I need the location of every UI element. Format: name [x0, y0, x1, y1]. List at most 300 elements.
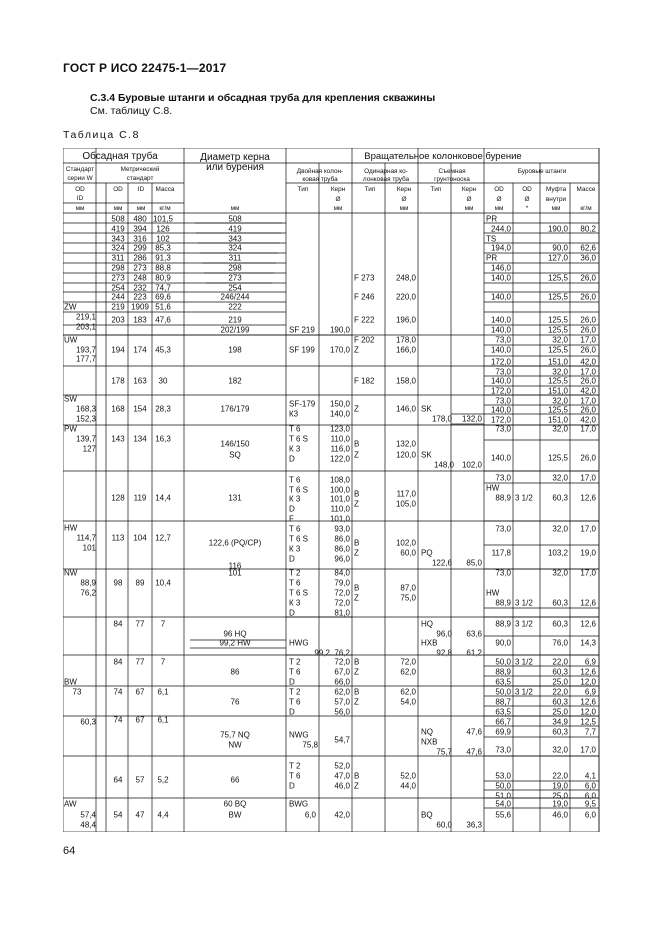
- table-cell: 17,0: [580, 524, 596, 534]
- table-cell: 99,2: [314, 648, 330, 658]
- table-cell: 125,5: [547, 405, 568, 415]
- table-cell: PR: [486, 253, 498, 263]
- table-cell: B: [354, 583, 360, 593]
- table-cell: 6,0: [584, 791, 596, 801]
- table-cell: 286: [133, 253, 147, 263]
- table-cell: 64: [113, 775, 123, 785]
- table-cell: 6,9: [584, 657, 596, 667]
- table-cell: 219: [228, 315, 242, 325]
- table-cell: 298: [111, 263, 125, 273]
- table-cell: 47,6: [466, 727, 482, 737]
- table-cell: 42,0: [580, 415, 596, 425]
- table-cell: 88,9: [495, 598, 511, 608]
- head-diam-c: Ø: [466, 196, 472, 203]
- table-cell: 1909: [131, 302, 149, 312]
- table-cell: 178: [111, 376, 125, 386]
- table-cell: 148,0: [433, 460, 454, 470]
- table-cell: 146,0: [490, 263, 511, 273]
- table-cell: 32,0: [552, 367, 568, 377]
- table-cell: 172,0: [490, 415, 511, 425]
- table-cell: 84,0: [334, 568, 350, 578]
- head-double-1: Двойная колон-: [296, 168, 344, 175]
- table-cell: PW: [64, 424, 77, 434]
- table-cell: 73,0: [495, 335, 511, 345]
- table-cell: UW: [64, 335, 78, 345]
- table-cell: 53,0: [495, 771, 511, 781]
- table-cell: 90,0: [552, 243, 568, 253]
- head-mm-a: мм: [75, 205, 85, 212]
- table-cell: 63,5: [495, 677, 511, 687]
- table-cell: 12,6: [580, 697, 596, 707]
- table-cell: 73,0: [495, 473, 511, 483]
- head-rotary: Вращательное колонковое бурение: [364, 151, 522, 162]
- table-cell: 17,0: [580, 473, 596, 483]
- table-cell: 74: [113, 687, 123, 697]
- table-cell: B: [354, 771, 360, 781]
- head-coupling-2: внутри: [545, 196, 567, 203]
- table-cell: 116: [228, 561, 242, 571]
- table-cell: 48,4: [80, 820, 96, 830]
- head-single-1: Одинарная ко-: [364, 168, 408, 175]
- table-cell: 46,0: [552, 810, 568, 820]
- table-cell: 113: [111, 533, 125, 543]
- table-cell: 75,8: [302, 740, 318, 750]
- table-cell: 72,0: [334, 598, 350, 608]
- table-cell: 170,0: [329, 345, 350, 355]
- table-cell: 92,8: [436, 648, 452, 658]
- table-cell: BQ: [421, 810, 433, 820]
- table-cell: 194: [111, 345, 125, 355]
- table-cell: 222: [228, 302, 242, 312]
- table-cell: 343: [111, 234, 125, 244]
- table-cell: 67: [135, 715, 145, 725]
- table-cell: 7: [160, 619, 166, 629]
- table-cell: 17,0: [580, 335, 596, 345]
- table-cell: 63,6: [466, 629, 482, 639]
- table-cell: T 6 S: [289, 588, 308, 598]
- head-single-2: лонковая труба: [362, 176, 410, 183]
- table-cell: 80,9: [155, 273, 171, 283]
- table-cell: 311: [111, 253, 125, 263]
- table-cell: 85,0: [466, 558, 482, 568]
- table-cell: PR: [486, 214, 498, 224]
- table-cell: 117,0: [396, 489, 416, 499]
- table-cell: 248: [133, 273, 147, 283]
- table-cell: 12,6: [580, 619, 596, 629]
- table-cell: 254: [228, 283, 242, 293]
- table-cell: 139,7: [75, 434, 96, 444]
- head-id-a: ID: [76, 195, 84, 202]
- table-cell: T 6 S: [289, 434, 308, 444]
- table-cell: 76: [230, 697, 240, 707]
- head-od-b: OD: [113, 186, 123, 193]
- table-cell: 6,9: [584, 687, 596, 697]
- table-cell: 26,0: [580, 376, 596, 386]
- table-cell: 96,0: [436, 629, 452, 639]
- table-cell: NW: [64, 568, 78, 578]
- table-cell: 88,8: [155, 263, 171, 273]
- head-kgm-a: кг/м: [159, 205, 171, 212]
- table-cell: 86,0: [334, 534, 350, 544]
- table-cell: 60,3: [552, 619, 568, 629]
- table-cell: 3 1/2: [515, 598, 533, 608]
- head-mm-c: мм: [136, 205, 146, 212]
- table-cell: 125,5: [547, 315, 568, 325]
- table-cell: 57,4: [80, 810, 96, 820]
- table-cell: 14,3: [580, 638, 596, 648]
- table-cell: 84: [113, 619, 123, 629]
- table-cell: 75,7 NQ: [220, 730, 250, 740]
- table-cell: 91,3: [155, 253, 171, 263]
- table-cell: T 2: [289, 568, 301, 578]
- table-cell: 45,3: [155, 345, 171, 355]
- table-cell: 6,0: [584, 781, 596, 791]
- table-cell: 88,9: [80, 578, 96, 588]
- table-cell: К 3: [289, 494, 301, 504]
- table-cell: HW: [486, 483, 500, 493]
- table-cell: 86,0: [334, 544, 350, 554]
- table-cell: PQ: [421, 548, 433, 558]
- table-cell: 6,1: [157, 715, 169, 725]
- table-cell: 508: [111, 214, 125, 224]
- table-cell: Z: [354, 345, 359, 355]
- table-cell: T 6: [289, 475, 301, 485]
- table-cell: 76,0: [552, 638, 568, 648]
- table-cell: 125,5: [547, 453, 568, 463]
- table-cell: 122,6 (PQ/CP): [208, 538, 262, 548]
- head-core-c: Керн: [461, 186, 477, 193]
- table-cell: 99,2 HW: [219, 638, 251, 648]
- table-cell: 72,0: [400, 657, 416, 667]
- table-cell: 177,7: [75, 354, 96, 364]
- table-cell: 101,0: [329, 494, 350, 504]
- table-cell: 42,0: [580, 386, 596, 396]
- head-od-a: OD: [75, 186, 85, 193]
- table-cell: 87,0: [400, 583, 416, 593]
- table-cell: T 2: [289, 761, 301, 771]
- table-cell: T 6 S: [289, 534, 308, 544]
- table-cell: 3 1/2: [515, 687, 533, 697]
- table-cell: 6,0: [584, 810, 596, 820]
- table-cell: 26,0: [580, 453, 596, 463]
- table-cell: 419: [111, 224, 125, 234]
- table-cell: 17,0: [580, 568, 596, 578]
- table-cell: SW: [64, 394, 77, 404]
- table-cell: 117,8: [491, 548, 511, 558]
- head-type-c: Тип: [430, 186, 442, 193]
- head-id-b: ID: [137, 186, 145, 193]
- table-cell: 36,3: [466, 820, 482, 830]
- table-cell: 140,0: [490, 453, 511, 463]
- table-cell: 140,0: [490, 315, 511, 325]
- head-metric-2: стандарт: [126, 175, 154, 182]
- table-cell: 140,0: [490, 345, 511, 355]
- head-casing: Обсадная труба: [82, 151, 158, 162]
- table-cell: TS: [486, 234, 497, 244]
- table-cell: T 6 S: [289, 485, 308, 495]
- table-cell: 54,7: [334, 735, 350, 745]
- table-cell: 54: [113, 810, 123, 820]
- table-cell: 248,0: [395, 273, 416, 283]
- table-cell: SF 219: [289, 325, 315, 335]
- table-cell: 34,9: [552, 717, 568, 727]
- table-cell: Z: [354, 781, 359, 791]
- table-cell: 143: [111, 434, 125, 444]
- table-cell: F 246: [354, 292, 375, 302]
- table-cell: Z: [354, 548, 359, 558]
- table-cell: 96,0: [334, 554, 350, 564]
- table-cell: 3 1/2: [515, 493, 533, 503]
- table-cell: 25,0: [552, 707, 568, 717]
- table-cell: 73: [72, 687, 82, 697]
- table-cell: T 6: [289, 697, 301, 707]
- table-cell: 311: [228, 253, 242, 263]
- page-number: 64: [63, 845, 76, 857]
- table-cell: BWG: [289, 799, 309, 809]
- head-diameter-2: или бурения: [206, 162, 264, 173]
- table-cell: B: [354, 657, 360, 667]
- table-cell: 47,6: [466, 747, 482, 757]
- table-cell: 75,0: [400, 593, 416, 603]
- table-cell: 132,0: [461, 414, 482, 424]
- table-cell: 190,0: [547, 224, 568, 234]
- table-cell: T 6: [289, 578, 301, 588]
- table-cell: 101: [82, 543, 96, 553]
- table-cell: 88,9: [495, 619, 511, 629]
- table-cell: HW: [486, 588, 500, 598]
- table-cell: 73,0: [495, 524, 511, 534]
- table-cell: 158,0: [395, 376, 416, 386]
- table-cell: 203: [111, 315, 125, 325]
- table-cell: SF-179: [289, 399, 316, 409]
- table-cell: 108,0: [329, 475, 350, 485]
- table-cell: 123,0: [329, 424, 350, 434]
- head-mm-g: мм: [494, 205, 504, 212]
- table-cell: 140,0: [490, 292, 511, 302]
- table-cell: 203,1: [75, 322, 96, 332]
- table-cell: 63,5: [495, 707, 511, 717]
- table-cell: 62,0: [400, 687, 416, 697]
- table-cell: HW: [64, 523, 78, 533]
- table-cell: 88,9: [495, 493, 511, 503]
- table-cell: 127: [82, 444, 96, 454]
- table-cell: 146/150: [220, 439, 250, 449]
- table-cell: 12,7: [155, 533, 171, 543]
- table-cell: B: [354, 538, 360, 548]
- table-cell: 85,3: [155, 243, 171, 253]
- table-cell: 32,0: [552, 424, 568, 434]
- table-cell: 508: [228, 214, 242, 224]
- table-cell: 60,3: [552, 598, 568, 608]
- table-cell: 52,0: [334, 761, 350, 771]
- head-mm-f: мм: [464, 205, 474, 212]
- table-cell: 57: [135, 775, 145, 785]
- table-cell: 73,0: [495, 424, 511, 434]
- table-cell: 101,5: [152, 214, 174, 224]
- table-cell: Z: [354, 404, 359, 414]
- table-cell: 6,1: [157, 687, 169, 697]
- table-cell: 140,0: [490, 325, 511, 335]
- table-cell: Z: [354, 593, 359, 603]
- table-cell: T 2: [289, 687, 301, 697]
- table-cell: Z: [354, 499, 359, 509]
- table-cell: 168: [111, 404, 125, 414]
- table-cell: 30: [158, 376, 168, 386]
- head-od-d: OD: [522, 186, 532, 193]
- table-cell: ZW: [64, 302, 77, 312]
- table-cell: 44,0: [400, 781, 416, 791]
- table-cell: B: [354, 687, 360, 697]
- table-cell: F 222: [354, 315, 375, 325]
- table-cell: 26,0: [580, 405, 596, 415]
- table-cell: 125,5: [547, 325, 568, 335]
- table-grid: [63, 148, 600, 832]
- table-cell: 88,7: [495, 697, 511, 707]
- table-cell: HXB: [421, 638, 438, 648]
- table-cell: 22,0: [552, 771, 568, 781]
- table-cell: 22,0: [552, 687, 568, 697]
- table-cell: 67: [135, 687, 145, 697]
- table-cell: 152,3: [75, 414, 96, 424]
- table-cell: 12,6: [580, 667, 596, 677]
- table-cell: 10,4: [155, 578, 171, 588]
- table-cell: 419: [228, 224, 242, 234]
- table-cell: 50,0: [495, 657, 511, 667]
- table-cell: 51,0: [495, 791, 511, 801]
- table-cell: T 6: [289, 771, 301, 781]
- head-mass-a: Масса: [155, 186, 175, 193]
- table-cell: 26,0: [580, 273, 596, 283]
- table-cell: 223: [133, 292, 147, 302]
- table-cell: 480: [133, 214, 147, 224]
- table-cell: 127,0: [547, 253, 568, 263]
- table-cell: К 3: [289, 598, 301, 608]
- table-cell: 81,0: [334, 608, 350, 618]
- table-cell: 16,3: [155, 434, 171, 444]
- table-cell: 3 1/2: [515, 619, 533, 629]
- table-cell: 132,0: [395, 439, 416, 449]
- table-cell: 12,0: [580, 707, 596, 717]
- table-cell: Z: [354, 450, 359, 460]
- table-cell: 19,0: [580, 548, 596, 558]
- table-cell: 69,6: [155, 292, 171, 302]
- table-cell: 163: [133, 376, 147, 386]
- table-cell: 116,0: [330, 444, 350, 454]
- table-cell: 316: [133, 234, 147, 244]
- table-cell: 54,0: [400, 697, 416, 707]
- table-cell: 32,0: [552, 568, 568, 578]
- head-removable-2: грунтоноска: [434, 176, 470, 183]
- table-cell: 182: [228, 376, 242, 386]
- table-cell: 46,0: [334, 781, 350, 791]
- table-cell: 5,2: [157, 775, 169, 785]
- table-cell: T 6: [289, 667, 301, 677]
- table-cell: Z: [354, 667, 359, 677]
- table-cell: 298: [228, 263, 242, 273]
- table-cell: 12,5: [580, 717, 596, 727]
- table-cell: 101,0: [329, 514, 350, 524]
- head-mm-b: мм: [113, 205, 123, 212]
- table-cell: 198: [228, 345, 242, 355]
- table-cell: 166,0: [395, 345, 416, 355]
- table-cell: 17,0: [580, 396, 596, 406]
- table-cell: 102: [156, 234, 170, 244]
- table-cell: 28,3: [155, 404, 171, 414]
- table-cell: 72,0: [334, 657, 350, 667]
- table-cell: 60,0: [400, 548, 416, 558]
- table-cell: 183: [133, 315, 147, 325]
- table-cell: T 6: [289, 424, 301, 434]
- table-cell: 193,7: [75, 345, 96, 355]
- table-cell: NW: [228, 740, 242, 750]
- table-cell: HQ: [421, 619, 433, 629]
- table-cell: 6,0: [304, 810, 316, 820]
- head-mm-h: мм: [551, 205, 561, 212]
- table-cell: 324: [228, 243, 242, 253]
- table-cell: 219: [111, 302, 125, 312]
- table-cell: T 6: [289, 524, 301, 534]
- table-cell: 146,0: [395, 404, 416, 414]
- table-c8: [63, 148, 600, 832]
- table-cell: Z: [354, 697, 359, 707]
- table-cell: 194,0: [490, 243, 511, 253]
- table-cell: 66: [230, 775, 240, 785]
- table-cell: 394: [133, 224, 147, 234]
- table-cell: 54,0: [495, 799, 511, 809]
- table-cell: 60,0: [436, 820, 452, 830]
- table-cell: 176/179: [220, 404, 250, 414]
- table-cell: 154: [133, 404, 147, 414]
- table-cell: SF 199: [289, 345, 315, 355]
- table-cell: 140,0: [490, 273, 511, 283]
- section-title: С.3.4 Буровые штанги и обсадная труба для крепления скважины: [90, 92, 436, 104]
- table-cell: 42,0: [334, 810, 350, 820]
- table-cell: 57,0: [334, 697, 350, 707]
- table-cell: 26,0: [580, 325, 596, 335]
- table-cell: 77: [135, 619, 145, 629]
- table-cell: 60 BQ: [223, 799, 247, 809]
- table-cell: 122,0: [329, 454, 350, 464]
- table-cell: 254: [111, 283, 125, 293]
- head-mm-d: мм: [333, 205, 343, 212]
- table-cell: 103,2: [547, 548, 568, 558]
- table-cell: 17,0: [580, 424, 596, 434]
- table-cell: 26,0: [580, 345, 596, 355]
- table-cell: 114,7: [76, 533, 96, 543]
- table-cell: 125,5: [547, 273, 568, 283]
- table-cell: 84: [113, 657, 123, 667]
- table-cell: D: [289, 454, 295, 464]
- table-cell: 273: [133, 263, 147, 273]
- table-cell: 73,0: [495, 396, 511, 406]
- document-header: ГОСТ Р ИСО 22475-1—2017: [63, 61, 227, 75]
- head-diam-a: Ø: [335, 196, 341, 203]
- table-cell: 25,0: [552, 677, 568, 687]
- table-cell: 56,0: [334, 707, 350, 717]
- table-cell: 66,0: [334, 677, 350, 687]
- table-cell: D: [289, 707, 295, 717]
- table-cell: 51,6: [155, 302, 171, 312]
- head-type-a: Тип: [297, 186, 309, 193]
- table-cell: 172,0: [490, 357, 511, 367]
- table-cell: 324: [111, 243, 125, 253]
- table-cell: 17,0: [580, 367, 596, 377]
- table-cell: F 182: [354, 376, 375, 386]
- table-cell: 140,0: [329, 409, 350, 419]
- table-cell: 74,7: [155, 283, 171, 293]
- table-cell: К 3: [289, 544, 301, 554]
- table-cell: 131: [228, 493, 242, 503]
